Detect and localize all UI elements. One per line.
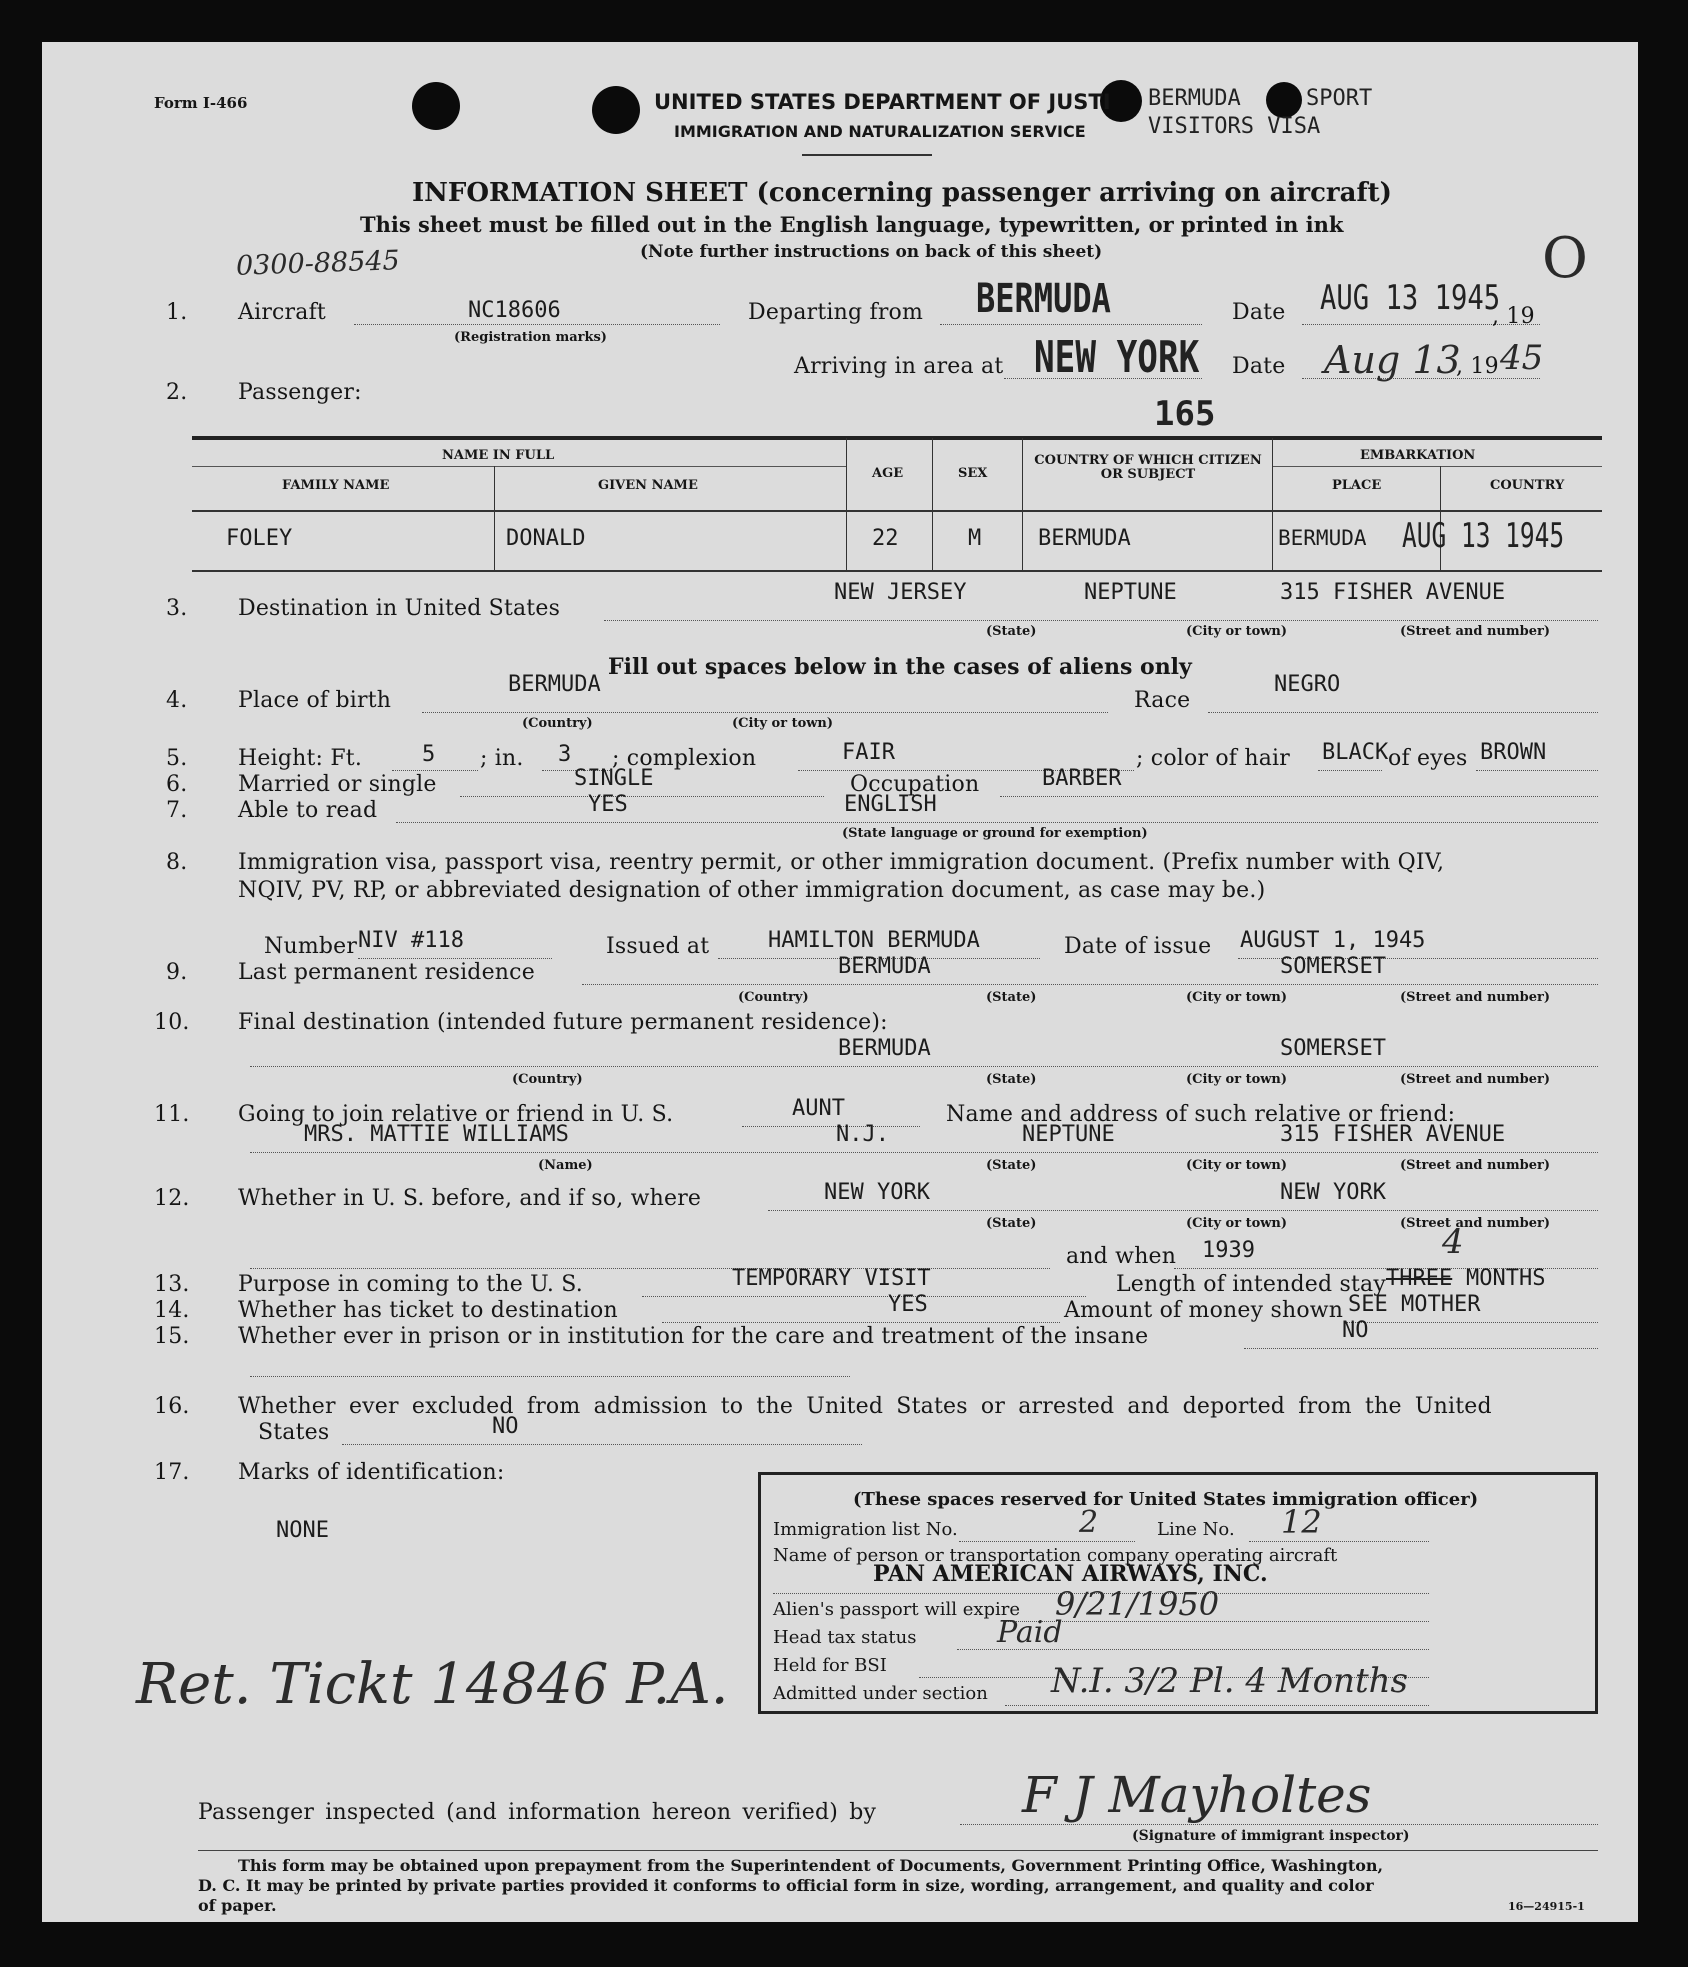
read-value: YES (588, 792, 628, 817)
form-sheet (42, 42, 1638, 1922)
relative-name-label: Name and address of such relative or friend: (946, 1102, 1456, 1127)
relative-label: Going to join relative or friend in U. S. (238, 1102, 674, 1127)
citizen-country: BERMUDA (1038, 526, 1131, 551)
prison-label: Whether ever in prison or in institution for the care and treatment of the insane (238, 1324, 1149, 1349)
birthplace-label: Place of birth (238, 688, 392, 713)
age: 22 (872, 526, 899, 551)
line-no-value: 12 (1281, 1503, 1322, 1541)
residence-city: SOMERSET (1280, 954, 1386, 979)
occupation-label: Occupation (850, 772, 980, 797)
destination-state: NEW JERSEY (834, 580, 967, 605)
officer-box (758, 1472, 1598, 1714)
relative-street: 315 FISHER AVENUE (1280, 1122, 1506, 1147)
read-label: Able to read (238, 798, 378, 823)
relative-state: N.J. (836, 1122, 889, 1147)
operator-company: PAN AMERICAN AIRWAYS, INC. (873, 1561, 1268, 1587)
caption-country: (Country) (512, 1072, 583, 1087)
caption-street: (Street and number) (1400, 990, 1550, 1005)
inches-label: ; in. (480, 746, 524, 771)
immigration-doc-text-2: NQIV, PV, RP, or abbreviated designation of other immigration document, as case may be.) (238, 878, 1266, 903)
caption-city: (City or town) (1186, 624, 1288, 639)
when-label: and when (1066, 1244, 1177, 1269)
date2-suffix: , 19 (1456, 354, 1499, 379)
given-name-header: GIVEN NAME (598, 478, 698, 493)
stay-label: Length of intended stay (1116, 1272, 1386, 1297)
birthplace-country: BERMUDA (508, 672, 601, 697)
arriving-label: Arriving in area at (794, 354, 1004, 379)
footer-line-1: This form may be obtained upon prepayment from the Superintendent of Documents, Government Printing Office, Washington, (238, 1856, 1384, 1875)
language-caption: (State language or ground for exemption) (842, 826, 1148, 841)
visa-type-2: SPORT (1306, 86, 1373, 111)
embarkation-stamp: AUG 13 1945 (1402, 516, 1565, 556)
item-number: 9. (166, 960, 188, 985)
form-title: INFORMATION SHEET (concerning passenger arriving on aircraft) (412, 178, 1392, 208)
final-destination-country: BERMUDA (838, 1036, 931, 1061)
inspector-signature: F J Mayholtes (1022, 1766, 1372, 1824)
purpose-label: Purpose in coming to the U. S. (238, 1272, 583, 1297)
aliens-only-heading: Fill out spaces below in the cases of aliens only (608, 654, 1192, 680)
caption-street: (Street and number) (1400, 624, 1550, 639)
eyes-value: BROWN (1480, 740, 1547, 765)
sex-header: SEX (958, 466, 988, 481)
previous-visit-year: 1939 (1202, 1238, 1255, 1263)
height-label: Height: Ft. (238, 746, 363, 771)
item-number: 1. (166, 300, 188, 325)
date-of-issue: AUGUST 1, 1945 (1240, 928, 1426, 953)
form-number: Form I-466 (154, 94, 248, 112)
item-number: 10. (154, 1010, 190, 1035)
embarkation-place: BERMUDA (1278, 526, 1367, 550)
final-destination-label: Final destination (intended future permanent residence): (238, 1010, 888, 1035)
race-value: NEGRO (1274, 672, 1341, 697)
departing-date: AUG 13 1945 (1320, 278, 1501, 318)
aircraft-label: Aircraft (238, 300, 326, 325)
passport-expire-value: 9/21/1950 (1055, 1585, 1220, 1623)
family-name: FOLEY (226, 526, 293, 551)
issued-at-label: Issued at (606, 934, 710, 959)
signature-caption: (Signature of immigrant inspector) (1132, 1828, 1410, 1844)
relative-city: NEPTUNE (1022, 1122, 1115, 1147)
item-number: 2. (166, 380, 188, 405)
caption-city: (City or town) (732, 716, 834, 731)
issued-at: HAMILTON BERMUDA (768, 928, 980, 953)
complexion-value: FAIR (842, 740, 895, 765)
hair-value: BLACK (1322, 740, 1389, 765)
admitted-section-label: Admitted under section (773, 1683, 988, 1704)
name-in-full-header: NAME IN FULL (442, 448, 555, 463)
money-value: SEE MOTHER (1348, 1292, 1481, 1317)
embarkation-header: EMBARKATION (1360, 448, 1476, 463)
item-number: 16. (154, 1394, 190, 1419)
doc-number-label: Number (264, 934, 358, 959)
eyes-label: of eyes (1388, 746, 1468, 771)
caption-street: (Street and number) (1400, 1072, 1550, 1087)
passenger-label: Passenger: (238, 380, 362, 405)
purpose-value: TEMPORARY VISIT (732, 1266, 931, 1291)
identification-label: Marks of identification: (238, 1460, 505, 1485)
form-subtitle: This sheet must be filled out in the English language, typewritten, or printed in ink (360, 212, 1344, 237)
registration-caption: (Registration marks) (454, 330, 607, 345)
passport-expire-label: Alien's passport will expire (773, 1599, 1021, 1620)
previous-visit-label: Whether in U. S. before, and if so, where (238, 1186, 702, 1211)
destination-street: 315 FISHER AVENUE (1280, 580, 1506, 605)
caption-state: (State) (986, 1072, 1037, 1087)
destination-city: NEPTUNE (1084, 580, 1177, 605)
footer-line-3: of paper. (198, 1896, 277, 1915)
header-rule (802, 154, 932, 156)
residence-label: Last permanent residence (238, 960, 535, 985)
item-number: 12. (154, 1186, 190, 1211)
money-label: Amount of money shown (1064, 1298, 1344, 1323)
department-name: UNITED STATES DEPARTMENT OF JUSTI (654, 90, 1111, 114)
doc-number: NIV #118 (358, 928, 464, 953)
form-note: (Note further instructions on back of this sheet) (640, 242, 1103, 262)
residence-country: BERMUDA (838, 954, 931, 979)
marital-label: Married or single (238, 772, 437, 797)
stay-struck: THREE (1386, 1266, 1453, 1291)
item-number: 3. (166, 596, 188, 621)
head-tax-label: Head tax status (773, 1627, 917, 1648)
age-header: AGE (872, 466, 904, 481)
date-of-issue-label: Date of issue (1064, 934, 1212, 959)
file-number: 0300-88545 (235, 245, 401, 282)
caption-country: (Country) (738, 990, 809, 1005)
item-number: 6. (166, 772, 188, 797)
departing-value: BERMUDA (976, 276, 1111, 322)
family-name-header: FAMILY NAME (282, 478, 390, 493)
height-inches: 3 (558, 742, 572, 767)
immigration-doc-text-1: Immigration visa, passport visa, reentry permit, or other immigration document. (Prefix number with QIV, (238, 850, 1445, 875)
ticket-value: YES (888, 1292, 928, 1317)
departing-label: Departing from (748, 300, 924, 325)
relative-name: MRS. MATTIE WILLIAMS (304, 1122, 569, 1147)
caption-city: (City or town) (1186, 1216, 1288, 1231)
excluded-label-2: States (258, 1420, 330, 1445)
identification-value: NONE (276, 1518, 329, 1543)
visa-type-3: VISITORS VISA (1148, 114, 1321, 139)
hair-label: ; color of hair (1136, 746, 1290, 771)
list-no-value: 2 (1079, 1505, 1099, 1540)
corner-mark: O (1542, 226, 1588, 291)
height-feet: 5 (422, 742, 436, 767)
item-number: 15. (154, 1324, 190, 1349)
aircraft-value: NC18606 (468, 298, 561, 323)
operator-label: Name of person or transportation company operating aircraft (773, 1545, 1338, 1566)
relative-relation: AUNT (792, 1096, 845, 1121)
date-suffix: , 19 (1492, 304, 1535, 329)
item-number: 8. (166, 850, 188, 875)
caption-state: (State) (986, 990, 1037, 1005)
excluded-label: Whether ever excluded from admission to the United States or arrested and deported from the United (238, 1394, 1492, 1419)
excluded-value: NO (492, 1414, 519, 1439)
held-bsi-label: Held for BSI (773, 1655, 887, 1676)
ticket-label: Whether has ticket to destination (238, 1298, 618, 1323)
inspected-by-label: Passenger inspected (and information hereon verified) by (198, 1800, 877, 1825)
arriving-date: Aug 13 (1324, 338, 1461, 382)
item-number: 4. (166, 688, 188, 713)
officer-box-title: (These spaces reserved for United States immigration officer) (853, 1489, 1479, 1510)
caption-city: (City or town) (1186, 1158, 1288, 1173)
caption-city: (City or town) (1186, 1072, 1288, 1087)
caption-state: (State) (986, 1216, 1037, 1231)
item-number: 13. (154, 1272, 190, 1297)
item-number: 17. (154, 1460, 190, 1485)
caption-name: (Name) (538, 1158, 593, 1173)
embarkation-place-header: PLACE (1332, 478, 1382, 493)
final-destination-city: SOMERSET (1280, 1036, 1386, 1061)
date2-label: Date (1232, 354, 1286, 379)
stamp-number: 165 (1154, 394, 1216, 434)
punch-hole (412, 82, 460, 130)
caption-street: (Street and number) (1400, 1216, 1550, 1231)
caption-state: (State) (986, 1158, 1037, 1173)
prison-value: NO (1342, 1318, 1369, 1343)
item-number: 11. (154, 1102, 190, 1127)
list-no-label: Immigration list No. (773, 1519, 958, 1540)
admitted-section-value: N.I. 3/2 Pl. 4 Months (1051, 1661, 1408, 1701)
footer-code: 16—24915-1 (1508, 1900, 1585, 1913)
race-label: Race (1134, 688, 1191, 713)
caption-country: (Country) (522, 716, 593, 731)
citizen-country-header: COUNTRY OF WHICH CITIZEN OR SUBJECT (1034, 453, 1262, 482)
ticket-note: Ret. Tickt 14846 P.A. (136, 1652, 729, 1717)
previous-visit-state: NEW YORK (824, 1180, 930, 1205)
visa-type-1: BERMUDA (1148, 86, 1241, 111)
date-label: Date (1232, 300, 1286, 325)
complexion-label: ; complexion (612, 746, 757, 771)
arriving-year: 45 (1500, 338, 1544, 378)
given-name: DONALD (506, 526, 586, 551)
item-number: 5. (166, 746, 188, 771)
stay-value: MONTHS (1466, 1266, 1546, 1291)
caption-state: (State) (986, 624, 1037, 639)
previous-visit-city: NEW YORK (1280, 1180, 1386, 1205)
read-language: ENGLISH (844, 792, 937, 817)
sex: M (968, 526, 982, 551)
item-number: 14. (154, 1298, 190, 1323)
caption-street: (Street and number) (1400, 1158, 1550, 1173)
destination-label: Destination in United States (238, 596, 561, 621)
service-name: IMMIGRATION AND NATURALIZATION SERVICE (674, 122, 1086, 141)
footer-line-2: D. C. It may be printed by private parties provided it conforms to official form in size, wording, arrangement, and quality and color (198, 1876, 1374, 1895)
item-number: 7. (166, 798, 188, 823)
caption-city: (City or town) (1186, 990, 1288, 1005)
line-no-label: Line No. (1157, 1519, 1235, 1540)
head-tax-value: Paid (997, 1615, 1063, 1650)
punch-hole (592, 86, 640, 134)
arriving-value: NEW YORK (1034, 332, 1200, 383)
occupation-value: BARBER (1042, 766, 1122, 791)
previous-visit-handwritten: 4 (1442, 1222, 1464, 1262)
embarkation-country-header: COUNTRY (1490, 478, 1565, 493)
marital-value: SINGLE (574, 766, 654, 791)
punch-hole (1266, 82, 1302, 118)
